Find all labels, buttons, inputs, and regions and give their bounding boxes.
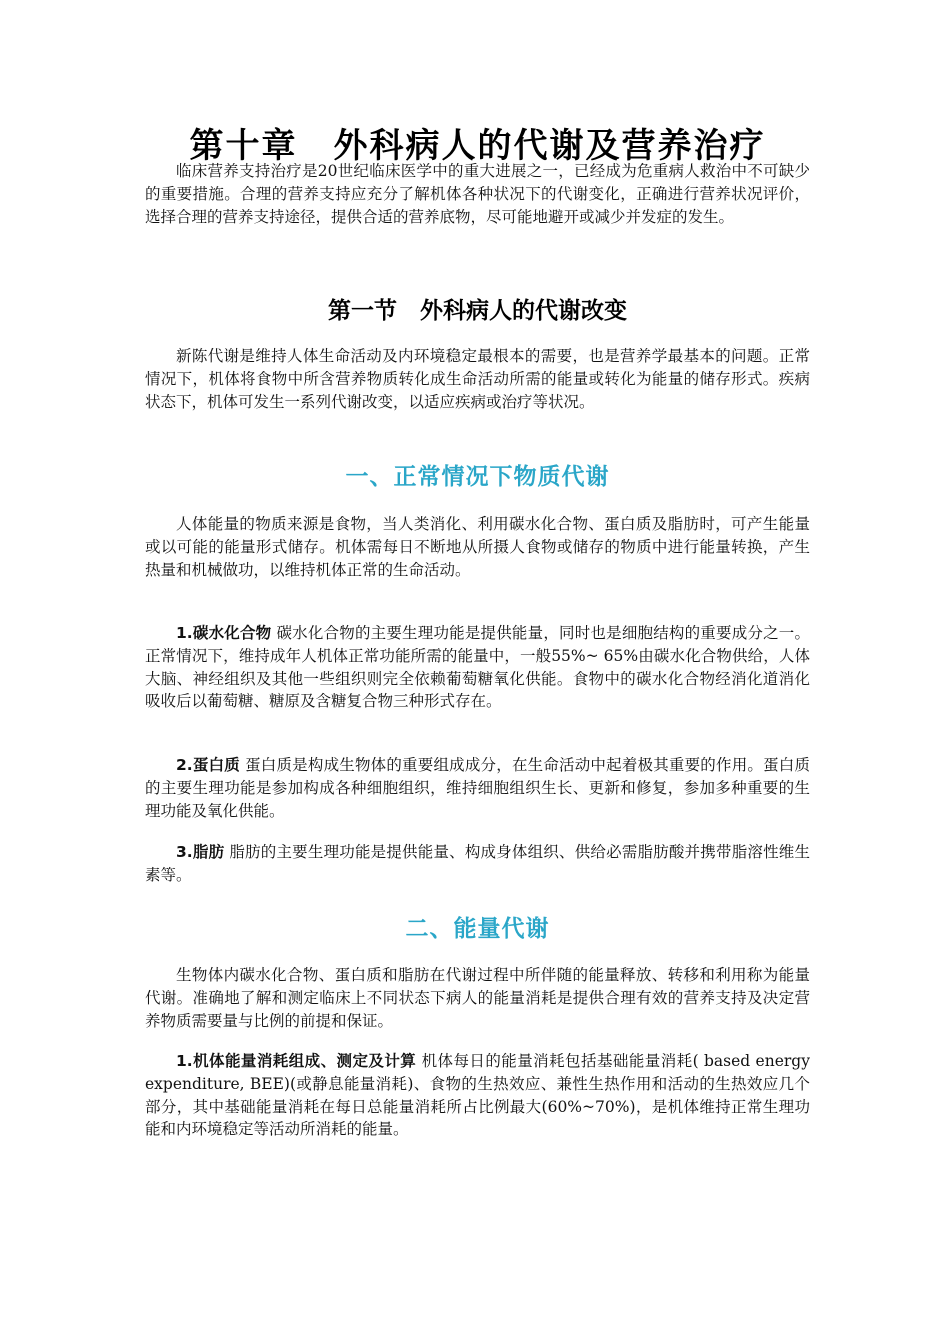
carbohydrate-lead: 1.碳水化合物 bbox=[176, 624, 272, 642]
energy-expenditure-paragraph bbox=[145, 1050, 810, 1141]
chapter-intro-paragraph: 临床营养支持治疗是20世纪临床医学中的重大进展之一，已经成为危重病人救治中不可缺少的重要措施。合理的营养支持应充分了解机体各种状况下的代谢变化，正确进行营养状况评价，选择合理的营养支持途径，提供合适的营养底物，尽可能地避开或减少并发症的发生。 bbox=[145, 162, 810, 226]
energy-expenditure-lead: 1.机体能量消耗组成、测定及计算 bbox=[176, 1052, 417, 1070]
protein-paragraph bbox=[145, 754, 810, 822]
carbohydrate-paragraph bbox=[145, 622, 810, 713]
fat-lead: 3.脂肪 bbox=[176, 843, 225, 861]
fat-text: 脂肪的主要生理功能是提供能量、构成身体组织、供给必需脂肪酸并携带脂溶性维生素等。 bbox=[145, 843, 810, 884]
subsection-heading-normal-metabolism: 一、正常情况下物质代谢 bbox=[345, 463, 610, 490]
section-intro-paragraph: 新陈代谢是维持人体生命活动及内环境稳定最根本的需要，也是营养学最基本的问题。正常情况下，机体将食物中所含营养物质转化成生命活动所需的能量或转化为能量的储存形式。疾病状态下，机体可发生一系列代谢改变，以适应疾病或治疗等状况。 bbox=[145, 347, 810, 411]
fat-paragraph bbox=[145, 841, 810, 887]
protein-text: 蛋白质是构成生物体的重要组成成分，在生命活动中起着极其重要的作用。蛋白质的主要生理功能是参加构成各种细胞组织，维持细胞组织生长、更新和修复，参加多种重要的生理功能及氧化供能。 bbox=[145, 756, 810, 820]
energy-metabolism-paragraph: 生物体内碳水化合物、蛋白质和脂肪在代谢过程中所伴随的能量释放、转移和利用称为能量代谢。准确地了解和测定临床上不同状态下病人的能量消耗是提供合理有效的营养支持及决定营养物质需要量与比例的前提和保证。 bbox=[145, 966, 810, 1030]
protein-lead: 2.蛋白质 bbox=[176, 756, 240, 774]
section-title: 第一节 外科病人的代谢改变 bbox=[328, 297, 627, 324]
carbohydrate-text: 碳水化合物的主要生理功能是提供能量，同时也是细胞结构的重要成分之一。正常情况下，维持成年人机体正常功能所需的能量中，一般55%~ 65%由碳水化合物供给，人体大脑、神经组织及其他一些组织则完全依赖葡萄糖氧化供能。食物中的碳水化合物经消化道消化吸收后以葡萄糖、糖原及含糖复合物三种形式存在。 bbox=[145, 624, 810, 711]
chapter-title: 第十章 外科病人的代谢及营养治疗 bbox=[189, 126, 766, 166]
subsection-heading-energy-metabolism: 二、能量代谢 bbox=[405, 915, 550, 942]
normal-metabolism-paragraph: 人体能量的物质来源是食物，当人类消化、利用碳水化合物、蛋白质及脂肪时，可产生能量或以可能的能量形式储存。机体需每日不断地从所摄人食物或储存的物质中进行能量转换，产生热量和机械做功，以维持机体正常的生命活动。 bbox=[145, 515, 810, 579]
energy-expenditure-text: 机体每日的能量消耗包括基础能量消耗( based energy expenditure, BEE)(或静息能量消耗)、食物的生热效应、兼性生热作用和活动的生热效应几个部分，其中基础能量消耗在每日总能量消耗所占比例最大(60%~70%)，是机体维持正常生理功能和内环境稳定等活动所消耗的能量。 bbox=[145, 1052, 810, 1139]
